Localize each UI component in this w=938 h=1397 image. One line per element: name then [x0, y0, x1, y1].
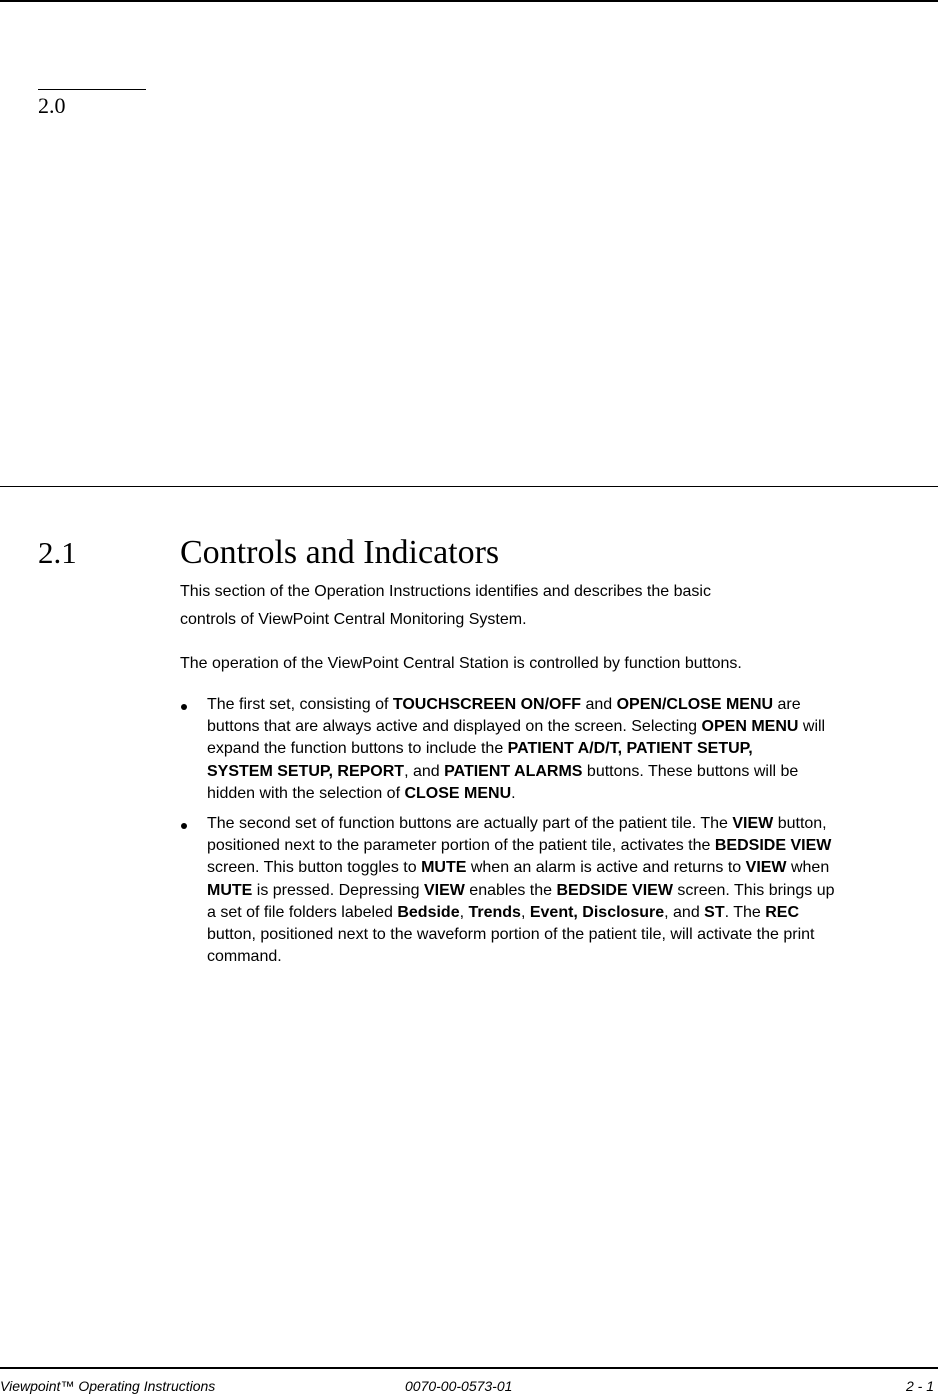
text-run: button, — [773, 815, 827, 833]
text-run: hidden with the selection of — [207, 784, 405, 802]
intro-paragraph-line-1: This section of the Operation Instructions identifies and describes the basic — [180, 583, 711, 600]
footer-rule — [0, 1367, 938, 1369]
bullet-line — [207, 902, 900, 924]
bold-term: OPEN MENU — [701, 718, 799, 736]
bullet-line — [207, 857, 900, 879]
text-run: buttons. These buttons will be — [582, 762, 799, 780]
bullet-line — [207, 761, 900, 783]
bold-term: REC — [765, 903, 800, 921]
chapter-rule — [38, 89, 146, 90]
intro-paragraph-line-2: controls of ViewPoint Central Monitoring System. — [180, 611, 527, 628]
bullet-line — [207, 716, 900, 738]
bullet-line — [207, 880, 900, 902]
bold-term: VIEW — [732, 815, 774, 833]
text-run: , and — [664, 903, 705, 921]
text-run: . — [511, 784, 516, 802]
footer-page-number: 2 - 1 — [905, 1378, 934, 1394]
bullet-item — [180, 694, 900, 805]
bold-term: VIEW — [423, 881, 465, 899]
text-run: a set of file folders labeled — [207, 903, 398, 921]
section-number: 2.1 — [38, 535, 77, 570]
bold-term: Event, Disclosure — [529, 903, 665, 921]
bold-term: Bedside — [397, 903, 460, 921]
bold-term: ST — [704, 903, 725, 921]
text-run: command. — [207, 948, 282, 966]
bullet-line — [207, 813, 900, 835]
bold-term: MUTE — [421, 859, 467, 877]
bullet-line — [207, 738, 900, 760]
text-run: screen. This brings up — [672, 881, 835, 899]
text-run: are — [773, 696, 801, 713]
text-run: screen. This button toggles to — [207, 859, 422, 877]
bullet-line — [207, 924, 900, 946]
text-run: positioned next to the parameter portion of the patient tile, activates the — [207, 837, 715, 855]
text-run: when — [786, 859, 830, 877]
text-run: expand the function buttons to include the — [207, 740, 508, 758]
footer-part-number: 0070-00-0573-01 — [405, 1378, 513, 1394]
bullet-dot-icon — [181, 823, 187, 829]
bold-term: CLOSE MENU — [404, 784, 512, 802]
text-run: . The — [724, 903, 766, 921]
bold-term: SYSTEM SETUP, REPORT — [207, 762, 405, 780]
text-run: is pressed. Depressing — [252, 881, 424, 899]
section-title: Controls and Indicators — [180, 534, 500, 571]
text-run: The first set, consisting of — [207, 696, 393, 713]
bold-term: BEDSIDE VIEW — [556, 881, 673, 899]
top-rule — [0, 0, 938, 2]
text-run: button, positioned next to the waveform portion of the patient tile, will activate the print — [207, 926, 815, 944]
bullet-line — [207, 783, 900, 805]
bold-term: OPEN/CLOSE MENU — [616, 696, 774, 713]
text-run: The second set of function buttons are actually part of the patient tile. The — [207, 815, 733, 833]
footer-document-title: Viewpoint™ Operating Instructions — [0, 1378, 216, 1394]
bullet-list — [180, 694, 900, 976]
text-run: enables the — [464, 881, 557, 899]
text-run: buttons that are always active and displayed on the screen. Selecting — [207, 718, 702, 736]
text-run: will — [798, 718, 826, 736]
chapter-number: 2.0 — [38, 93, 66, 118]
text-run: when an alarm is active and returns to — [466, 859, 746, 877]
bold-term: VIEW — [745, 859, 787, 877]
section-divider — [0, 486, 938, 487]
bullet-dot-icon — [181, 704, 187, 710]
intro-paragraph-function-buttons: The operation of the ViewPoint Central Station is controlled by function buttons. — [180, 655, 742, 672]
bold-term: BEDSIDE VIEW — [714, 837, 832, 855]
text-run: , and — [404, 762, 445, 780]
bullet-item — [180, 813, 900, 968]
bold-term: PATIENT ALARMS — [444, 762, 583, 780]
bold-term: PATIENT A/D/T, PATIENT SETUP, — [507, 740, 753, 758]
text-run: , — [459, 903, 469, 921]
bold-term: MUTE — [207, 881, 253, 899]
bullet-line — [207, 946, 900, 968]
text-run: and — [581, 696, 617, 713]
bullet-line — [207, 694, 900, 716]
bold-term: TOUCHSCREEN ON/OFF — [392, 696, 582, 713]
text-run: , — [520, 903, 530, 921]
bold-term: Trends — [468, 903, 521, 921]
bullet-line — [207, 835, 900, 857]
